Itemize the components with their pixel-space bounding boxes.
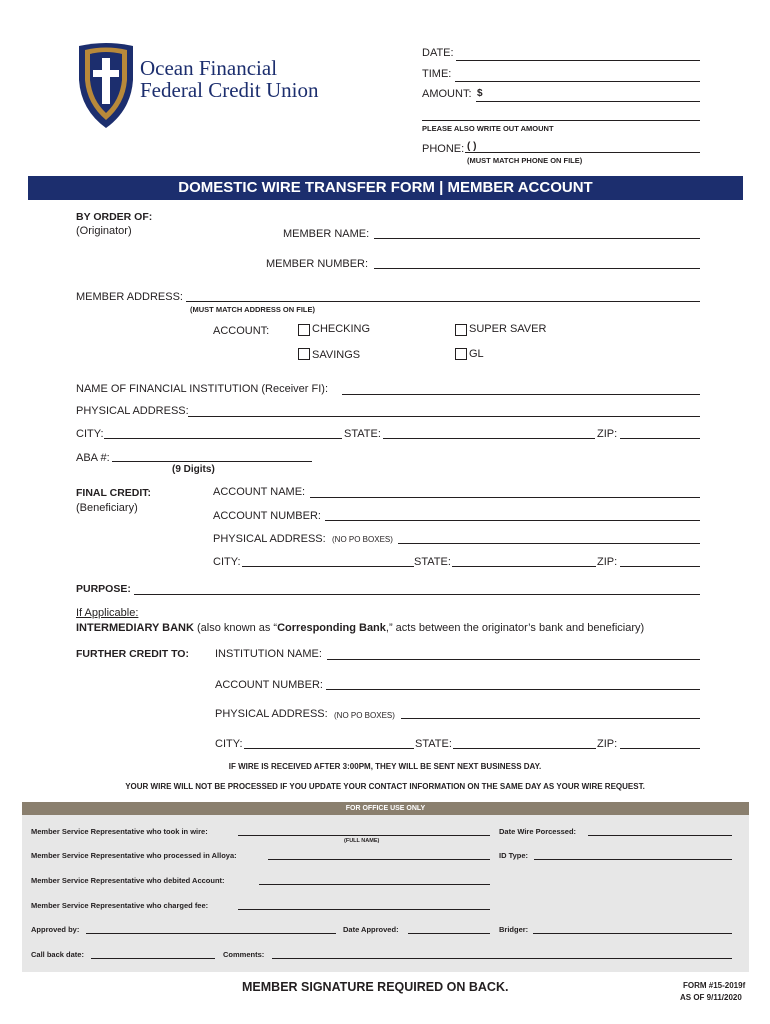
- write-out-note: PLEASE ALSO WRITE OUT AMOUNT: [422, 124, 554, 133]
- fi-address-label: PHYSICAL ADDRESS:: [76, 405, 189, 417]
- corresponding-bank: Corresponding Bank: [277, 622, 386, 634]
- member-address-field[interactable]: [186, 301, 700, 302]
- processed-alloya-field[interactable]: [268, 859, 490, 860]
- fc-zip-label: ZIP:: [597, 556, 618, 568]
- fi-state-field[interactable]: [383, 438, 595, 439]
- date-label: DATE:: [422, 47, 454, 59]
- amount-field[interactable]: [476, 101, 700, 102]
- fi-zip-label: ZIP:: [597, 428, 618, 440]
- fur-zip-field[interactable]: [620, 748, 700, 749]
- if-applicable-label: If Applicable:: [76, 607, 139, 619]
- intermediary-text-a: (also known as “: [193, 622, 278, 634]
- super-saver-label: SUPER SAVER: [469, 323, 547, 335]
- fur-state-label: STATE:: [415, 738, 452, 750]
- date-processed-field[interactable]: [588, 835, 732, 836]
- fc-account-number-label: ACCOUNT NUMBER:: [213, 510, 321, 522]
- intermediary-text-b: ,” acts between the originator’s bank and beneficiary): [385, 622, 645, 634]
- bridger-label: Bridger:: [499, 925, 529, 934]
- fi-city-label: CITY:: [76, 428, 104, 440]
- account-label: ACCOUNT:: [213, 325, 270, 337]
- checking-checkbox[interactable]: [298, 324, 310, 336]
- debited-label: Member Service Representative who debited Account:: [31, 876, 225, 885]
- phone-label: PHONE:: [422, 143, 465, 155]
- approved-by-field[interactable]: [86, 933, 336, 934]
- fc-account-name-field[interactable]: [310, 497, 700, 498]
- form-number: FORM #15-2019f: [683, 981, 746, 990]
- fc-zip-field[interactable]: [620, 566, 700, 567]
- member-name-label: MEMBER NAME:: [283, 228, 370, 240]
- member-number-label: MEMBER NUMBER:: [266, 258, 369, 270]
- date-processed-label: Date Wire Porcessed:: [499, 827, 577, 836]
- fi-name-field[interactable]: [342, 394, 700, 395]
- fur-zip-label: ZIP:: [597, 738, 618, 750]
- fur-institution-field[interactable]: [327, 659, 700, 660]
- fc-address-label: PHYSICAL ADDRESS:: [213, 533, 326, 545]
- amount-label: AMOUNT:: [422, 88, 472, 100]
- checking-label: CHECKING: [312, 323, 371, 335]
- member-address-label: MEMBER ADDRESS:: [76, 291, 183, 303]
- fc-no-po-note: (NO PO BOXES): [332, 535, 393, 544]
- org-name-line1: Ocean Financial: [140, 56, 278, 80]
- org-name-line2: Federal Credit Union: [140, 78, 319, 102]
- final-credit-sub: (Beneficiary): [76, 502, 138, 514]
- fi-zip-field[interactable]: [620, 438, 700, 439]
- fur-city-label: CITY:: [215, 738, 243, 750]
- address-note: (MUST MATCH ADDRESS ON FILE): [190, 305, 315, 314]
- fc-state-label: STATE:: [414, 556, 451, 568]
- fur-address-field[interactable]: [401, 718, 700, 719]
- gl-label: GL: [469, 348, 484, 360]
- member-number-field[interactable]: [374, 268, 700, 269]
- logo: [76, 40, 136, 130]
- comments-label: Comments:: [223, 950, 265, 959]
- purpose-field[interactable]: [134, 594, 700, 595]
- notice-contact-update: YOUR WIRE WILL NOT BE PROCESSED IF YOU UPDATE YOUR CONTACT INFORMATION ON THE SAME DAY AS YOUR WIRE REQUEST.: [125, 782, 645, 791]
- processed-alloya-label: Member Service Representative who processed in Alloya:: [31, 851, 237, 860]
- amount-currency: $: [477, 88, 483, 99]
- charged-fee-label: Member Service Representative who charged fee:: [31, 901, 209, 910]
- call-back-field[interactable]: [91, 958, 215, 959]
- intermediary-line: [76, 622, 644, 634]
- aba-note: (9 Digits): [172, 464, 215, 475]
- form-date: AS OF 9/11/2020: [680, 993, 742, 1002]
- purpose-label: PURPOSE:: [76, 583, 131, 595]
- time-label: TIME:: [422, 68, 452, 80]
- bridger-field[interactable]: [533, 933, 732, 934]
- id-type-label: ID Type:: [499, 851, 529, 860]
- signature-notice: MEMBER SIGNATURE REQUIRED ON BACK.: [242, 980, 509, 994]
- savings-label: SAVINGS: [312, 349, 361, 361]
- shield-cross-logo-icon: [76, 40, 136, 130]
- super-saver-checkbox[interactable]: [455, 324, 467, 336]
- date-approved-label: Date Approved:: [343, 925, 399, 934]
- aba-field[interactable]: [112, 461, 312, 462]
- id-type-field[interactable]: [534, 859, 732, 860]
- fur-address-label: PHYSICAL ADDRESS:: [215, 708, 328, 720]
- fc-city-field[interactable]: [242, 566, 414, 567]
- time-field[interactable]: [455, 81, 700, 82]
- form-title: DOMESTIC WIRE TRANSFER FORM | MEMBER ACCOUNT: [178, 179, 593, 196]
- final-credit-heading: FINAL CREDIT:: [76, 487, 152, 499]
- fc-account-name-label: ACCOUNT NAME:: [213, 486, 306, 498]
- phone-note: (MUST MATCH PHONE ON FILE): [467, 156, 583, 165]
- fi-state-label: STATE:: [344, 428, 381, 440]
- originator-sub: (Originator): [76, 225, 132, 237]
- full-name-note: (FULL NAME): [344, 838, 380, 844]
- fur-institution-label: INSTITUTION NAME:: [215, 648, 322, 660]
- fi-city-field[interactable]: [104, 438, 342, 439]
- fi-address-field[interactable]: [188, 416, 700, 417]
- charged-fee-field[interactable]: [238, 909, 490, 910]
- took-in-label: Member Service Representative who took in wire:: [31, 827, 208, 836]
- phone-field[interactable]: [465, 152, 700, 153]
- fur-no-po-note: (NO PO BOXES): [334, 711, 395, 720]
- fur-state-field[interactable]: [453, 748, 596, 749]
- amount-written-field[interactable]: [422, 120, 700, 121]
- savings-checkbox[interactable]: [298, 348, 310, 360]
- fc-address-field[interactable]: [398, 543, 700, 544]
- fi-name-label: NAME OF FINANCIAL INSTITUTION (Receiver FI):: [76, 383, 328, 395]
- approved-by-label: Approved by:: [31, 925, 80, 934]
- gl-checkbox[interactable]: [455, 348, 467, 360]
- further-credit-heading: FURTHER CREDIT TO:: [76, 648, 189, 660]
- debited-field[interactable]: [259, 884, 490, 885]
- fc-state-field[interactable]: [452, 566, 596, 567]
- fur-account-number-label: ACCOUNT NUMBER:: [215, 679, 323, 691]
- fc-account-number-field[interactable]: [325, 520, 700, 521]
- call-back-label: Call back date:: [31, 950, 84, 959]
- fur-city-field[interactable]: [244, 748, 414, 749]
- took-in-field[interactable]: [238, 835, 490, 836]
- notice-cutoff: IF WIRE IS RECEIVED AFTER 3:00PM, THEY WILL BE SENT NEXT BUSINESS DAY.: [228, 762, 542, 771]
- fc-city-label: CITY:: [213, 556, 241, 568]
- phone-area-code: ( ): [467, 141, 477, 152]
- originator-heading: BY ORDER OF:: [76, 211, 153, 223]
- fur-account-number-field[interactable]: [326, 689, 700, 690]
- date-field[interactable]: [456, 60, 700, 61]
- office-use-title: FOR OFFICE USE ONLY: [345, 805, 426, 812]
- aba-label: ABA #:: [76, 452, 110, 464]
- member-name-field[interactable]: [374, 238, 700, 239]
- intermediary-bold: INTERMEDIARY BANK: [76, 622, 194, 634]
- comments-field[interactable]: [272, 958, 732, 959]
- date-approved-field[interactable]: [408, 933, 490, 934]
